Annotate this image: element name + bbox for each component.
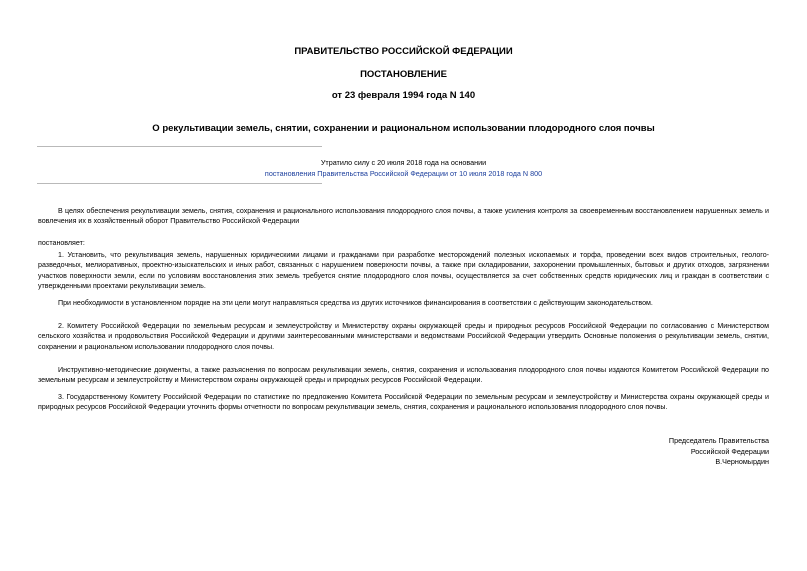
item-2-extra-paragraph: Инструктивно-методические документы, а также разъяснения по вопросам рекультивации земель, снятия, сохранения и использования плодородного слоя почвы издаются Комитетом Российской Федерации по земельным ресурсам и землеустройству и Министерством охраны окружающей среды и природных ресурсов Российской Федерации. [38, 366, 769, 385]
status-divider-bottom [37, 183, 322, 184]
document-title: О рекультивации земель, снятии, сохранении и рациональном использовании плодородного слоя почвы [152, 123, 655, 134]
document-type-heading: ПОСТАНОВЛЕНИЕ [360, 69, 447, 80]
item-3-paragraph: 3. Государственному Комитету Российской Федерации по статистике по предложению Комитета Российской Федерации по земельным ресурсам и землеустройству и Министерства охраны окружающей среды и природных ресурсов Российской Федерации уточнить формы отчетности по вопросам рекультивации земель, снятия, сохранения и рационального использования плодородного слоя почвы. [38, 393, 769, 412]
government-heading: ПРАВИТЕЛЬСТВО РОССИЙСКОЙ ФЕДЕРАЦИИ [294, 46, 513, 57]
item-2-paragraph: 2. Комитету Российской Федерации по земельным ресурсам и землеустройству и Министерству охраны окружающей среды и природных ресурсов Российской Федерации по согласованию с Министерством сельского хозяйства и продовольствия Российской Федерации и другими заинтересованными министерствами и ведомствами Российской Федерации утвердить Основные положения о рекультивации земель, снятии, сохранении и рациональном использовании плодородного слоя почвы. [38, 322, 769, 351]
status-note: Утратило силу с 20 июля 2018 года на основании [320, 158, 487, 167]
signature-position-2: Российской Федерации [690, 446, 769, 456]
item-1-paragraph: 1. Установить, что рекультивация земель, нарушенных юридическими лицами и гражданами при разработке месторождений полезных ископаемых и торфа, проведении всех видов строительных, геолого-разведочных, мелиоративных, проектно-изыскательских и иных работ, связанных с нарушением поверхности почвы, а также при складировании, захоронении промышленных, бытовых и других отходов, загрязнении участков поверхности земли, если по условиям восстановления этих земель требуется снятие плодородного слоя почвы, осуществляется за счет собственных средств юридических лиц и граждан в соответствии с утвержденными проектами рекультивации земель. [38, 251, 769, 290]
signature-position-1: Председатель Правительства [668, 436, 769, 445]
date-number-heading: от 23 февраля 1994 года N 140 [331, 90, 476, 101]
item-1-extra-paragraph: При необходимости в установленном порядке на эти цели могут направляться средства из других источников финансирования в соответствии с действующим законодательством. [58, 299, 653, 307]
signature-block [669, 436, 769, 468]
status-note-link-row [0, 169, 807, 178]
repeal-decree-link[interactable]: постановления Правительства Российской Федерации от 10 июля 2018 года N 800 [264, 169, 543, 178]
signature-name: В.Черномырдин [715, 457, 769, 466]
status-divider-top [37, 146, 322, 147]
decides-paragraph: постановляет: [38, 239, 85, 247]
preamble-paragraph: В целях обеспечения рекультивации земель, снятия, сохранения и рационального использования плодородного слоя почвы, а также усиления контроля за своевременным восстановлением нарушенных земель и вовлечения их в хозяйственный оборот Правительство Российской Федерации [38, 207, 769, 226]
